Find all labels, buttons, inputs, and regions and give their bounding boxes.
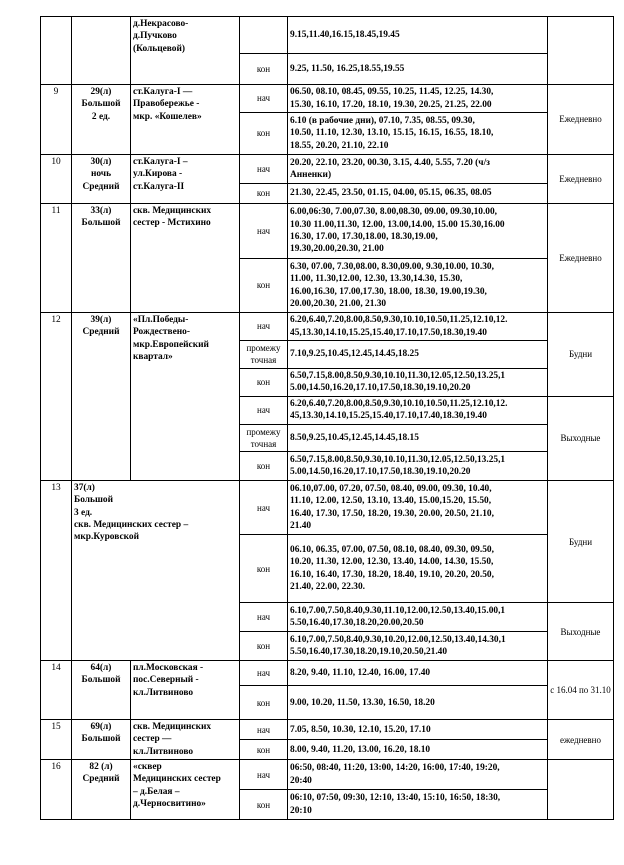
- route-stops: [131, 85, 240, 155]
- phase-label: нач: [240, 603, 288, 632]
- schedule-note: Ежедневно: [548, 85, 614, 155]
- route-number: 15: [41, 720, 72, 760]
- route-name-line: Средний: [82, 181, 120, 192]
- departure-times-line: 7.05, 8.50, 10.30, 12.10, 15.20, 17.10: [290, 724, 431, 735]
- note-weekend: Выходные: [548, 603, 614, 661]
- phase-label: нач: [240, 313, 288, 341]
- route-stops-line: кл.Литвиново: [133, 687, 194, 698]
- route-number: 12: [41, 313, 72, 481]
- table-row: [41, 313, 614, 341]
- departure-times-line: 8.00, 9.40, 11.20, 13.00, 16.20, 18.10: [290, 744, 431, 755]
- route-number: 13: [41, 481, 72, 661]
- route-name-line: ночь: [90, 169, 112, 180]
- route-number: 11: [41, 204, 72, 313]
- route-stops-line: кл.Литвиново: [133, 746, 194, 757]
- phase-label: кон: [240, 790, 288, 820]
- route-name: [72, 661, 131, 720]
- departure-times: [288, 686, 548, 720]
- departure-times-line: 18.55, 20.20, 21.10, 22.10: [290, 140, 389, 151]
- note-weekday: Будни: [548, 481, 614, 603]
- route-name: [72, 720, 131, 760]
- route-stops: [131, 720, 240, 760]
- departure-times: [288, 535, 548, 603]
- phase-label: кон: [240, 184, 288, 204]
- route-name: [72, 85, 131, 155]
- phase-label: нач: [240, 760, 288, 790]
- route-name-line: Большой: [81, 734, 121, 745]
- route-name-line: 37(л): [74, 483, 95, 494]
- departure-times-line: 20.00,20.30, 21.00, 21.30: [290, 298, 387, 309]
- departure-times-line: 16.00,16.30, 17.00,17.30, 18.00, 18.30, 19.00,19.30,: [290, 286, 487, 297]
- departure-times: [288, 452, 548, 481]
- departure-times-line: 8.20, 9.40, 11.10, 12.40, 16.00, 17.40: [290, 668, 431, 679]
- phase-label: промежу точная: [240, 424, 288, 452]
- departure-times: [288, 313, 548, 341]
- route-name-line: 3 ед.: [74, 507, 93, 518]
- route-name-line: 39(л): [90, 315, 112, 325]
- departure-times: [288, 720, 548, 740]
- departure-times-line: 6.30, 07.00, 7.30,08.00, 8.30,09.00, 9.30,10.00, 10.30,: [290, 261, 494, 272]
- departure-times-line: 19.30,20.00,20.30, 21.00: [290, 244, 384, 255]
- departure-times: [288, 17, 548, 54]
- route-stops-line: д.Черносвитино»: [133, 799, 206, 810]
- departure-times-line: 5.50,16.40,17.30,18.20,19.10,20.50,21.40: [290, 647, 448, 658]
- departure-times-line: 06:10, 07:50, 09:30, 12:10, 13:40, 15:10, 16:50, 18:30,: [290, 793, 501, 804]
- route-stops-line: пос.Северный -: [133, 675, 199, 686]
- phase-label: [240, 17, 288, 54]
- departure-times: [288, 368, 548, 396]
- route-stops-line: скв. Медицинских: [133, 206, 212, 216]
- departure-times-line: 16.10, 16.40, 17.30, 18.20, 18.40, 19.10, 20.20, 20.50,: [290, 569, 494, 580]
- departure-times-line: 6.00,06:30, 7.00,07.30, 8.00,08.30, 09.00, 09.30,10.00,: [290, 207, 498, 218]
- phase-label: промежу точная: [240, 341, 288, 369]
- schedule-note: Ежедневно: [548, 155, 614, 204]
- route-stops-line: скв. Медицинских: [133, 722, 212, 733]
- route-stops-line: мкр. «Кошелев»: [133, 111, 202, 122]
- route-stops-line: – д.Белая –: [133, 786, 180, 797]
- departure-times: [288, 155, 548, 184]
- route-stops: [131, 760, 240, 820]
- route-stops-line: мкр.Европейский: [133, 339, 209, 350]
- departure-times: [288, 424, 548, 452]
- route-number: 9: [41, 85, 72, 155]
- route-name-line: Средний: [82, 774, 120, 785]
- departure-times: [288, 184, 548, 204]
- route-name-line: мкр.Куровской: [74, 532, 139, 543]
- departure-times: [288, 603, 548, 632]
- departure-times-line: 16.30, 17.00, 17.30,18.00, 18.30,19.00,: [290, 232, 438, 242]
- table-row: [41, 481, 614, 535]
- departure-times-line: 5.50,16.40,17.30,18.20,20.00,20.50: [290, 618, 424, 629]
- route-stops-line: (Кольцевой): [133, 43, 186, 54]
- departure-times-line: 10.30 11.00,11.30, 12.00, 13.00,14.00, 15.00 15.30,16.00: [290, 219, 505, 230]
- route-stops-line: Правобережье -: [133, 99, 200, 110]
- departure-times-line: 6.50,7.15,8.00,8.50,9.30,10.10,11.30,12.05,12.50,13.25,1: [290, 454, 506, 465]
- route-stops-line: ул.Кирова -: [133, 169, 183, 180]
- departure-times-line: 16.40, 17.30, 17.50, 18.20, 19.30, 20.00, 20.50, 21.10,: [290, 508, 494, 519]
- departure-times-line: 06.10,07.00, 07.20, 07.50, 08.40, 09.00, 09.30, 10.40,: [290, 484, 492, 495]
- schedule-note: ежедневно: [548, 720, 614, 760]
- phase-label: нач: [240, 396, 288, 424]
- route-name: [72, 760, 131, 820]
- route-stops-line: «Пл.Победы-: [133, 315, 189, 325]
- phase-label: кон: [240, 113, 288, 155]
- departure-times-line: 8.50,9.25,10.45,12.45,14.45,18.15: [290, 432, 419, 443]
- schedule-note: [548, 17, 614, 85]
- departure-times-line: 6.20,6.40,7.20,8.00,8.50,9.30,10.10,10.50,11.25,12.10,12.: [290, 398, 508, 409]
- route-stops-line: квартал»: [133, 351, 173, 362]
- route-stops-line: пл.Московская -: [133, 663, 204, 674]
- departure-times: [288, 760, 548, 790]
- route-name-line: скв. Медицинских сестер –: [74, 520, 189, 531]
- phase-label: кон: [240, 740, 288, 760]
- route-name: [72, 313, 131, 481]
- route-name-line: 64(л): [90, 663, 112, 674]
- route-stops-line: ст.Калуга-I –: [133, 157, 188, 167]
- route-stops-line: «сквер: [133, 762, 162, 773]
- route-name-line: Большой: [81, 99, 121, 110]
- table-row: [41, 17, 614, 54]
- departure-times-line: 5.00,14.50,16.20,17.10,17.50,18.30,19.10,20.20: [290, 383, 471, 394]
- departure-times-line: 9.25, 11.50, 16.25,18.55,19.55: [290, 63, 405, 74]
- phase-label: кон: [240, 259, 288, 313]
- departure-times: [288, 54, 548, 85]
- departure-times-line: 10.20, 11.30, 12.00, 12.30, 13.40, 14.00, 14.30, 15.50,: [290, 557, 494, 568]
- departure-times-line: 45,13.30,14.10,15.25,15.40,17.10,17.50,18.30,19.40: [290, 327, 487, 338]
- route-name-line: 33(л): [90, 206, 112, 216]
- departure-times-line: 6.20,6.40,7.20,8.00,8.50,9.30,10.10,10.50,11.25,12.10,12.: [290, 315, 508, 326]
- note-weekend: Выходные: [548, 396, 614, 481]
- route-number: [41, 17, 72, 85]
- phase-label: кон: [240, 54, 288, 85]
- departure-times-line: 7.10,9.25,10.45,12.45,14.45,18.25: [290, 349, 419, 360]
- table-row: [41, 155, 614, 184]
- departure-times-line: 6.50,7.15,8.00,8.50,9.30,10.10,11.30,12.05,12.50,13.25,1: [290, 370, 506, 381]
- departure-times: [288, 790, 548, 820]
- departure-times-line: 06.10, 06.35, 07.00, 07.50, 08.10, 08.40, 09.30, 09.50,: [290, 545, 494, 556]
- departure-times: [288, 341, 548, 369]
- departure-times-line: 11.00, 11.30,12.00, 12.30, 13.30,14.30, 15.30,: [290, 274, 463, 285]
- route-number: 16: [41, 760, 72, 820]
- phase-label: нач: [240, 85, 288, 113]
- route-stops: [131, 204, 240, 313]
- table-row: [41, 720, 614, 740]
- departure-times-line: Анненки): [290, 170, 332, 180]
- route-stops: [131, 661, 240, 720]
- route-name-line: Большой: [81, 218, 121, 229]
- departure-times: [288, 113, 548, 155]
- departure-times-line: 21.40: [290, 520, 312, 531]
- schedule-table: [40, 16, 614, 820]
- departure-times-line: 9.15,11.40,16.15,18.45,19.45: [290, 29, 400, 40]
- route-stops-line: Медицинских сестер: [133, 774, 221, 785]
- schedule-note: Ежедневно: [548, 204, 614, 313]
- phase-label: кон: [240, 368, 288, 396]
- departure-times-line: 06:50, 08:40, 11:20, 13:00, 14:20, 16:00, 17:40, 19:20,: [290, 763, 500, 774]
- table-row: [41, 204, 614, 259]
- departure-times: [288, 259, 548, 313]
- phase-label: кон: [240, 535, 288, 603]
- route-name-line: 30(л): [90, 157, 112, 167]
- route-name-line: 2 ед.: [91, 111, 111, 122]
- route-stops-line: сестер - Мстихино: [133, 218, 211, 229]
- route-name: [72, 17, 131, 85]
- route-name-line: 82 (л): [89, 762, 113, 773]
- departure-times: [288, 85, 548, 113]
- note-weekday: Будни: [548, 313, 614, 397]
- route-stops: [131, 155, 240, 204]
- route-stops-line: ст.Калуга-I —: [133, 87, 193, 97]
- phase-label: кон: [240, 686, 288, 720]
- departure-times-line: 20.20, 22.10, 23.20, 00.30, 3.15, 4.40, 5.55, 7.20 (ч/з: [290, 157, 490, 168]
- departure-times-line: 5.00,14.50,16.20,17.10,17.50,18.30,19.10,20.20: [290, 467, 471, 478]
- route-name-line: 29(л): [90, 87, 112, 97]
- departure-times-line: 6.10 (в рабочие дни), 07.10, 7.35, 08.55, 09.30,: [290, 116, 475, 127]
- departure-times-line: 06.50, 08.10, 08.45, 09.55, 10.25, 11.45, 12.25, 14.30,: [290, 87, 494, 98]
- route-name-line: Средний: [82, 327, 120, 338]
- departure-times-line: 10.50, 11.10, 12.30, 13.10, 15.15, 16.15, 16.55, 18.10,: [290, 128, 494, 139]
- phase-label: нач: [240, 204, 288, 259]
- phase-label: кон: [240, 632, 288, 661]
- departure-times: [288, 481, 548, 535]
- departure-times-line: 6.10,7.00,7.50,8.40,9.30,11.10,12.00,12.50,13.40,15.00,1: [290, 605, 506, 616]
- route-name: [72, 481, 240, 661]
- phase-label: нач: [240, 720, 288, 740]
- departure-times: [288, 632, 548, 661]
- route-number: 10: [41, 155, 72, 204]
- departure-times: [288, 661, 548, 686]
- route-stops-line: д.Некрасово-: [133, 19, 189, 29]
- route-stops-line: сестер —: [133, 734, 172, 745]
- route-name-line: Большой: [74, 495, 113, 506]
- schedule-note: с 16.04 по 31.10: [548, 661, 614, 720]
- departure-times-line: 20:40: [290, 775, 312, 786]
- route-name: [72, 155, 131, 204]
- route-name-line: 69(л): [90, 722, 112, 733]
- route-name: [72, 204, 131, 313]
- departure-times-line: 9.00, 10.20, 11.50, 13.30, 16.50, 18.20: [290, 697, 435, 708]
- departure-times-line: 11.10, 12.00, 12.50, 13.10, 13.40, 15.00,15.20, 15.50,: [290, 496, 492, 507]
- route-stops-line: Рождествено-: [133, 327, 190, 338]
- departure-times-line: 15.30, 16.10, 17.20, 18.10, 19.30, 20.25, 21.25, 22.00: [290, 99, 492, 110]
- departure-times-line: 6.10,7.00,7.50,8.40,9.30,10.20,12.00,12.50,13.40,14.30,1: [290, 634, 506, 645]
- departure-times: [288, 396, 548, 424]
- table-row: [41, 661, 614, 686]
- table-row: [41, 760, 614, 790]
- route-stops: [131, 313, 240, 481]
- schedule-note: [548, 760, 614, 820]
- route-stops-line: д.Пучково: [133, 31, 177, 42]
- departure-times: [288, 740, 548, 760]
- phase-label: нач: [240, 481, 288, 535]
- route-name-line: Большой: [81, 675, 121, 686]
- route-stops-line: ст.Калуга-II: [133, 181, 185, 192]
- route-stops: [131, 17, 240, 85]
- table-row: [41, 85, 614, 113]
- phase-label: кон: [240, 452, 288, 481]
- phase-label: нач: [240, 661, 288, 686]
- departure-times-line: 21.30, 22.45, 23.50, 01.15, 04.00, 05.15, 06.35, 08.05: [290, 188, 492, 199]
- departure-times-line: 20:10: [290, 805, 312, 816]
- departure-times-line: 21.40, 22.00, 22.30.: [290, 581, 365, 592]
- departure-times-line: 45,13.30,14.10,15.25,15.40,17.10,17.40,18.30,19.40: [290, 411, 487, 422]
- phase-label: нач: [240, 155, 288, 184]
- departure-times: [288, 204, 548, 259]
- route-number: 14: [41, 661, 72, 720]
